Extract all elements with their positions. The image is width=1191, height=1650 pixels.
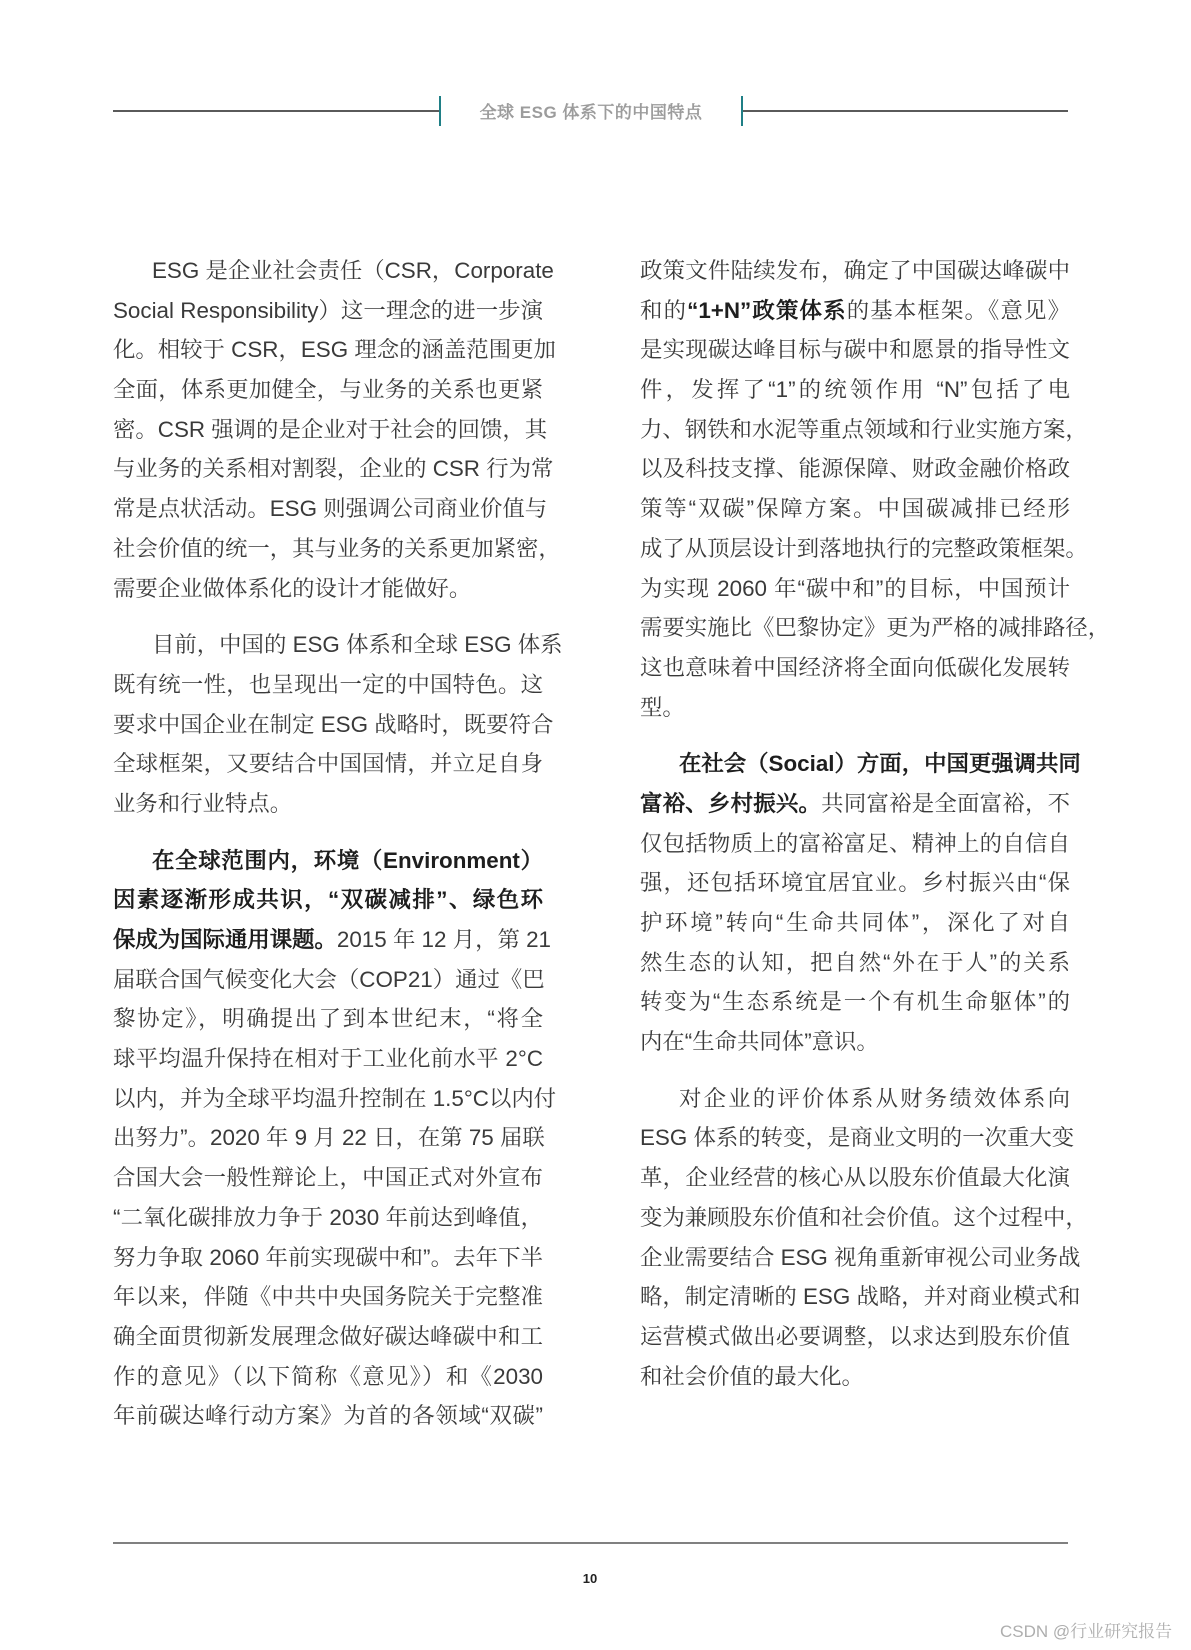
header-title: 全球 ESG 体系下的中国特点 (479, 103, 703, 122)
body-text: 球平均温升保持在相对于工业化前水平 2°C (113, 1046, 543, 1072)
text-line (113, 1198, 543, 1238)
body-text: 以及科技支撑、能源保障、财政金融价格政 (640, 456, 1070, 482)
text-line (640, 1079, 1070, 1119)
text-line (113, 1357, 543, 1397)
body-text: 强，还包括环境宜居宜业。乡村振兴由“保 (640, 870, 1070, 896)
body-text: 和的 (640, 297, 688, 323)
text-line (113, 1238, 543, 1278)
body-text: 常是点状活动。ESG 则强调公司商业价值与 (113, 496, 548, 522)
text-line (640, 903, 1070, 943)
text-line (113, 999, 543, 1039)
body-text: 革，企业经营的核心从以股东价值最大化演 (640, 1165, 1070, 1191)
text-line (640, 291, 1070, 331)
body-text: 年前碳达峰行动方案》为首的各领域“双碳” (113, 1403, 543, 1429)
text-line (640, 688, 1070, 728)
text-line (113, 784, 543, 824)
text-line (113, 705, 554, 745)
text-line (640, 1317, 1070, 1357)
body-text: 确全面贯彻新发展理念做好碳达峰碳中和工 (113, 1323, 543, 1349)
text-line (113, 529, 561, 569)
header-rule-left (113, 110, 439, 112)
text-line (640, 410, 1088, 450)
body-text: 为实现 2060 年“碳中和”的目标，中国预计 (640, 575, 1070, 601)
body-text: 业务和行业特点。 (113, 790, 293, 816)
body-text: 黎协定》，明确提出了到本世纪末，“将全 (113, 1006, 543, 1032)
text-line (640, 330, 1070, 370)
text-line (113, 625, 563, 665)
body-text: 件，发挥了“1”的统领作用 “N”包括了电 (640, 377, 1070, 403)
body-text: 政策文件陆续发布，确定了中国碳达峰碳中 (640, 258, 1070, 283)
text-line (113, 1039, 543, 1079)
body-text: 作的意见》（以下简称《意见》）和《2030 (113, 1363, 543, 1389)
body-text: 密。CSR 强调的是企业对于社会的回馈，其 (113, 416, 548, 442)
text-line (640, 863, 1070, 903)
text-line (113, 489, 548, 529)
text-line (640, 784, 1070, 824)
body-text: “二氧化碳排放力争于 2030 年前达到峰值， (113, 1204, 543, 1230)
text-line (113, 1317, 543, 1357)
text-line (640, 1022, 1070, 1062)
body-text: ESG 是企业社会责任（CSR，Corporate (152, 258, 554, 283)
body-text: 略，制定清晰的 ESG 战略，并对商业模式和 (640, 1284, 1081, 1310)
text-line (113, 880, 543, 920)
body-text: 内在“生命共同体”意识。 (640, 1029, 879, 1055)
text-line (640, 943, 1070, 983)
body-text: Social Responsibility）这一理念的进一步演 (113, 297, 543, 323)
text-line (113, 665, 543, 705)
paragraph (640, 251, 1111, 727)
text-line (113, 920, 551, 960)
body-text: 对企业的评价体系从财务绩效体系向 (679, 1085, 1070, 1111)
paragraph (640, 744, 1081, 1062)
body-text: 需要实施比《巴黎协定》更为严格的减排路径， (640, 615, 1111, 641)
body-text: 力、钢铁和水泥等重点领域和行业实施方案， (640, 416, 1088, 442)
text-line (640, 744, 1081, 784)
text-line (640, 529, 1088, 569)
body-text: 成了从顶层设计到落地执行的完整政策框架。 (640, 535, 1088, 561)
text-line (113, 960, 543, 1000)
text-line (640, 608, 1111, 648)
text-line (640, 1357, 1070, 1397)
bold-text: 富裕、乡村振兴。 (640, 790, 822, 816)
bold-text: 因素逐渐形成共识，“双碳减排”、绿色环 (113, 887, 543, 913)
body-text: 是实现碳达峰目标与碳中和愿景的指导性文 (640, 337, 1070, 363)
text-line (640, 1158, 1070, 1198)
body-text: 年以来，伴随《中共中央国务院关于完整准 (113, 1284, 543, 1310)
paragraph (113, 841, 557, 1436)
body-text: 型。 (640, 694, 685, 720)
body-text: 转变为“生态系统是一个有机生命躯体”的 (640, 989, 1070, 1015)
text-line (640, 1238, 1081, 1278)
text-line (113, 1277, 543, 1317)
text-line (640, 251, 1070, 291)
body-text: 全球框架，又要结合中国国情，并立足自身 (113, 751, 543, 777)
body-text: 仅包括物质上的富裕富足、精神上的自信自 (640, 830, 1070, 856)
bold-text: “1+N”政策体系 (687, 297, 847, 323)
left-column (113, 251, 563, 1453)
body-text: 与业务的关系相对割裂，企业的 CSR 行为常 (113, 456, 554, 482)
body-text: 化。相较于 CSR，ESG 理念的涵盖范围更加 (113, 337, 556, 363)
bold-text: 在全球范围内，环境（Environment） (152, 847, 543, 873)
text-line (113, 1118, 543, 1158)
text-line (640, 982, 1070, 1022)
body-text: 和社会价值的最大化。 (640, 1363, 864, 1389)
text-line (640, 370, 1070, 410)
text-line (640, 1198, 1088, 1238)
body-text: 2015 年 12 月，第 21 (336, 927, 551, 952)
text-line (113, 291, 543, 331)
body-text: 需要企业做体系化的设计才能做好。 (113, 575, 472, 601)
body-text: 要求中国企业在制定 ESG 战略时，既要符合 (113, 711, 554, 737)
body-text: 目前，中国的 ESG 体系和全球 ESG 体系 (152, 632, 563, 658)
paragraph (113, 625, 563, 823)
paragraph (113, 251, 561, 608)
text-line (640, 1118, 1075, 1158)
body-text: 变为兼顾股东价值和社会价值。这个过程中， (640, 1204, 1088, 1230)
text-line (113, 841, 543, 881)
text-line (113, 1079, 557, 1119)
body-text: 出努力”。2020 年 9 月 22 日，在第 75 届联 (113, 1125, 545, 1151)
bold-text: 保成为国际通用课题。 (113, 927, 337, 952)
text-line (640, 449, 1070, 489)
header-rule-right (743, 110, 1068, 112)
text-line (640, 1277, 1081, 1317)
text-line (113, 410, 548, 450)
body-text: 运营模式做出必要调整，以求达到股东价值 (640, 1323, 1070, 1349)
body-text: ESG 体系的转变，是商业文明的一次重大变 (640, 1125, 1075, 1151)
body-text: 合国大会一般性辩论上，中国正式对外宣布 (113, 1165, 543, 1191)
body-text: 然生态的认知，把自然“外在于人”的关系 (640, 949, 1070, 975)
body-text: 策等“双碳”保障方案。中国碳减排已经形 (640, 496, 1070, 522)
text-line (113, 251, 554, 291)
text-line (113, 1158, 543, 1198)
right-column (640, 251, 1111, 1413)
bold-text: 在社会（Social）方面，中国更强调共同 (679, 751, 1081, 777)
body-text: 努力争取 2060 年前实现碳中和”。去年下半 (113, 1244, 543, 1270)
body-text: 共同富裕是全面富裕，不 (821, 790, 1071, 816)
text-line (113, 449, 554, 489)
text-line (113, 370, 543, 410)
page-number: 10 (582, 1571, 598, 1586)
paragraph (640, 1079, 1088, 1397)
body-text: 护环境”转向“生命共同体”，深化了对自 (640, 910, 1070, 935)
body-text: 届联合国气候变化大会（COP21）通过《巴 (113, 966, 545, 992)
body-text: 这也意味着中国经济将全面向低碳化发展转 (640, 654, 1070, 680)
text-line (113, 569, 543, 609)
body-text: 的基本框架。《意见》 (846, 297, 1070, 323)
body-text: 社会价值的统一，其与业务的关系更加紧密， (113, 535, 561, 561)
body-text: 既有统一性，也呈现出一定的中国特色。这 (113, 671, 543, 697)
text-line (640, 824, 1070, 864)
text-line (113, 1396, 543, 1436)
text-line (640, 648, 1070, 688)
body-text: 全面，体系更加健全，与业务的关系也更紧 (113, 377, 543, 403)
footer-rule (113, 1542, 1068, 1544)
body-text: 企业需要结合 ESG 视角重新审视公司业务战 (640, 1244, 1081, 1270)
text-line (113, 330, 556, 370)
text-line (113, 744, 543, 784)
body-text: 以内，并为全球平均温升控制在 1.5°C以内付 (113, 1085, 557, 1111)
text-line (640, 569, 1070, 609)
text-line (640, 489, 1070, 529)
watermark: CSDN @行业研究报告 (1000, 1622, 1173, 1641)
